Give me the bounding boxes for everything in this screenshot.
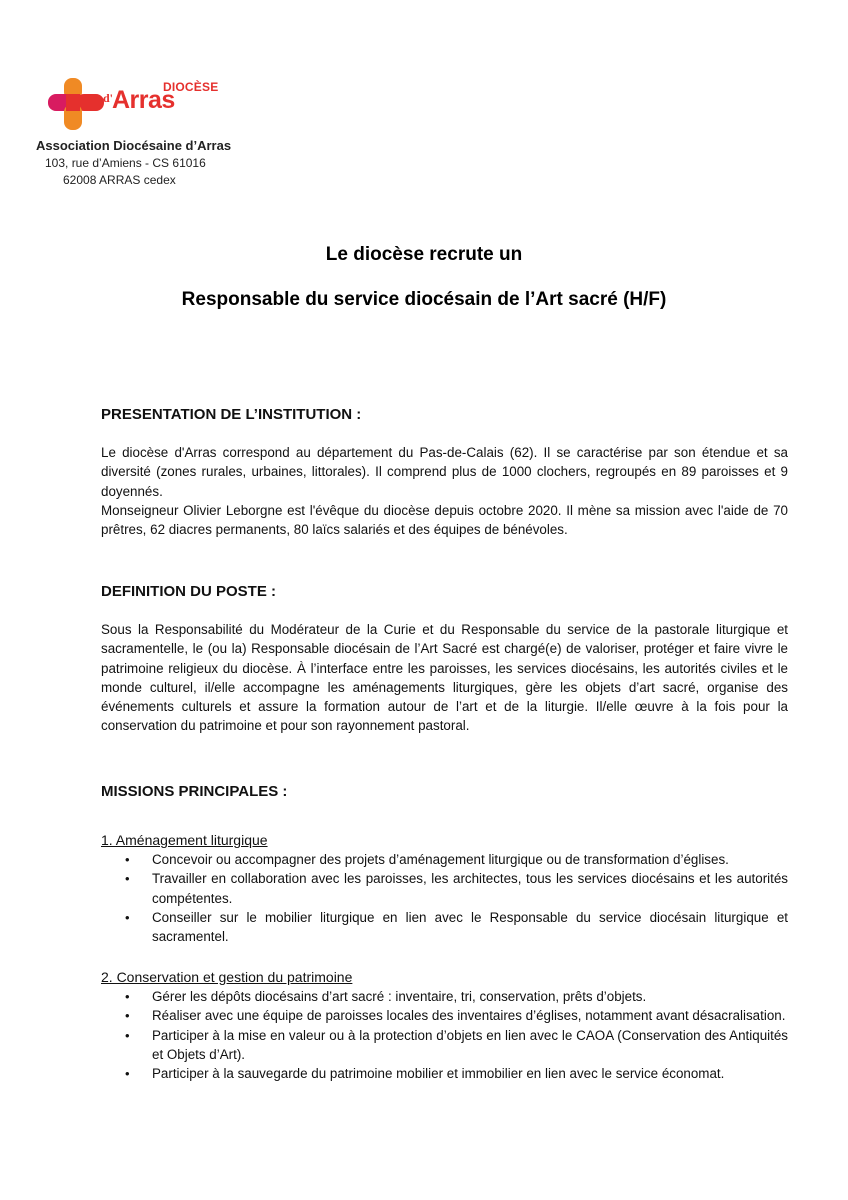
mission-group-1 [101, 831, 788, 946]
definition-body [101, 620, 788, 736]
mission-group-title: 2. Conservation et gestion du patrimoine [101, 969, 353, 985]
presentation-heading: PRESENTATION DE L’INSTITUTION : [101, 406, 362, 423]
missions-section [101, 782, 788, 801]
logo-arras-text: Arras [112, 86, 175, 114]
list-item-text: Participer à la sauvegarde du patrimoine mobilier et immobilier en lien avec le service économat. [152, 1066, 725, 1082]
bullet-icon: • [125, 1066, 130, 1082]
logo-d-text: d' [103, 91, 114, 105]
list-item [101, 1064, 788, 1083]
presentation-section [101, 405, 788, 424]
logo-diocese-text: DIOCÈSE [163, 80, 219, 94]
definition-heading: DEFINITION DU POSTE : [101, 583, 277, 600]
presentation-body [101, 443, 788, 539]
bullet-icon: • [125, 909, 130, 925]
bullet-icon: • [125, 989, 130, 1004]
list-item-text: Conseiller sur le mobilier liturgique en lien avec le Responsable du service diocésain liturgique et sacramentel. [152, 909, 788, 945]
list-item [101, 908, 788, 947]
address-line-2: 62008 ARRAS cedex [63, 173, 176, 187]
bullet-icon: • [125, 871, 130, 887]
mission-group-2 [101, 968, 788, 1083]
missions-heading: MISSIONS PRINCIPALES : [101, 783, 288, 800]
list-item [101, 850, 788, 869]
presentation-paragraph-1: Le diocèse d'Arras correspond au département du Pas-de-Calais (62). Il se caractérise par son étendue et sa diversité (zones rurales, urbaines, littorales). Il comprend plus de 1000 clochers, regroupés en 89 paroisses et 9 doyennés. [101, 445, 788, 499]
page-title-line-2: Responsable du service diocésain de l’Art sacré (H/F) [181, 289, 667, 310]
definition-section [101, 582, 788, 601]
organization-name: Association Diocésaine d’Arras [36, 138, 232, 153]
list-item-text: Concevoir ou accompagner des projets d’aménagement liturgique ou de transformation d’églises. [152, 852, 729, 867]
cross-logo-icon [46, 76, 106, 132]
bullet-icon: • [125, 1008, 130, 1024]
definition-paragraph: Sous la Responsabilité du Modérateur de la Curie et du Responsable du service de la pastorale liturgique et sacramentelle, le (ou la) Responsable diocésain de l’Art Sacré est chargé(e) de valoriser, protéger et faire vivre le patrimoine religieux du diocèse. À l’interface entre les paroisses, les services diocésains, les autorités civiles et le monde culturel, il/elle accompagne les aménagements liturgiques, gère les objets d’art sacré, organise des événements culturels et assure la formation autour de l’art et de la liturgie. Il/elle œuvre à la fois pour la conservation du patrimoine et pour son rayonnement pastoral. [101, 622, 788, 734]
list-item-text: Réaliser avec une équipe de paroisses locales des inventaires d’églises, notamment avant désacralisation. [152, 1008, 786, 1024]
list-item [101, 869, 788, 908]
bullet-icon: • [125, 1027, 130, 1043]
diocese-logo [46, 76, 219, 136]
mission-group-title: 1. Aménagement liturgique [101, 832, 268, 848]
list-item-text: Participer à la mise en valeur ou à la protection d’objets en lien avec le CAOA (Conservation des Antiquités et Objets d’Art). [152, 1027, 788, 1062]
list-item-text: Gérer les dépôts diocésains d’art sacré : inventaire, tri, conservation, prêts d’objets. [152, 989, 647, 1004]
mission-list [101, 850, 788, 946]
list-item [101, 987, 788, 1006]
bullet-icon: • [125, 852, 130, 867]
address-line-1: 103, rue d’Amiens - CS 61016 [45, 156, 206, 170]
list-item-text: Travailler en collaboration avec les paroisses, les architectes, tous les services diocésains et les autorités compétentes. [152, 871, 788, 906]
presentation-paragraph-2: Monseigneur Olivier Leborgne est l'évêque du diocèse depuis octobre 2020. Il mène sa mission avec l'aide de 70 prêtres, 62 diacres permanents, 80 laïcs salariés et des équipes de bénévoles. [101, 502, 788, 538]
page-title-line-1: Le diocèse recrute un [325, 244, 523, 265]
mission-list [101, 987, 788, 1083]
list-item [101, 1006, 788, 1025]
list-item [101, 1026, 788, 1065]
